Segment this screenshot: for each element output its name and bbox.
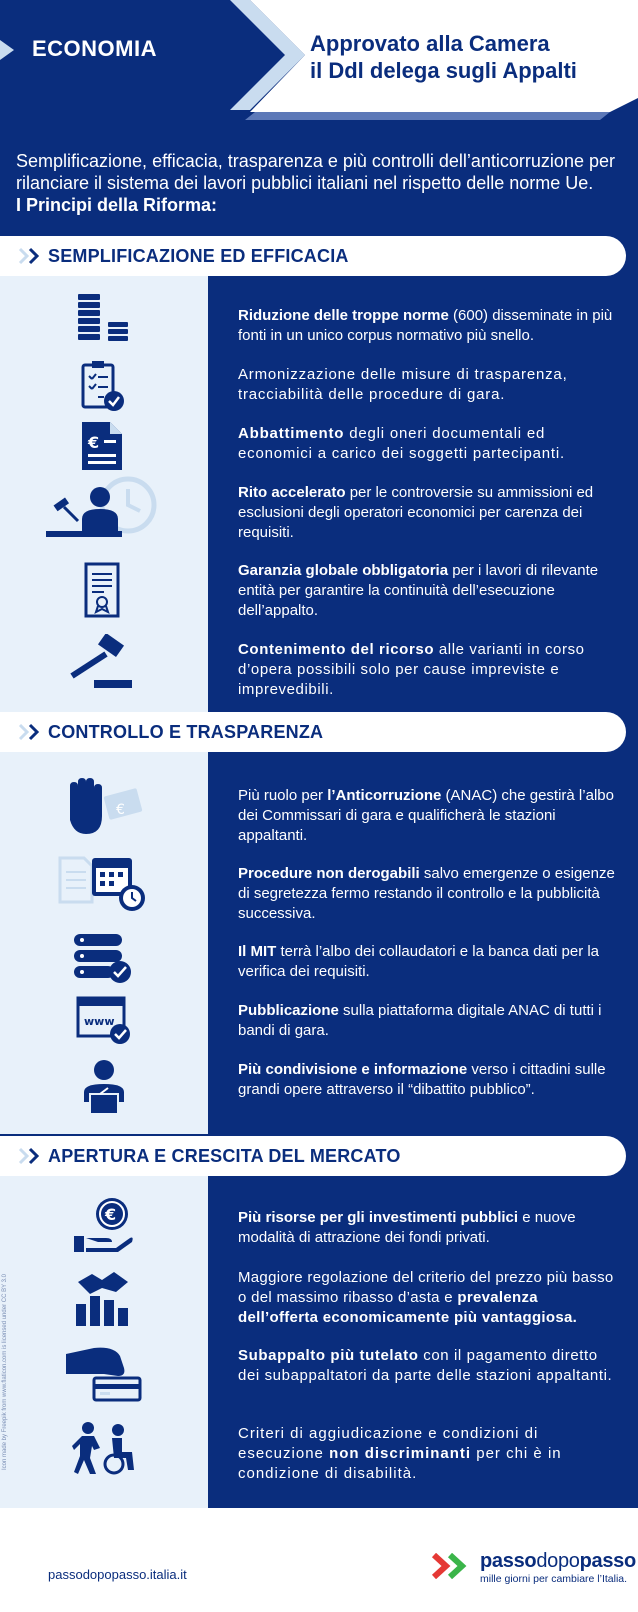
category-label: ECONOMIA — [32, 36, 157, 61]
item-s2-3: Il MIT terrà l’albo dei collaudatori e la banca dati per la verifica dei requisiti. — [238, 943, 600, 980]
section-header-controllo — [0, 712, 626, 752]
chevron-right-icon — [18, 1146, 46, 1166]
chevron-right-icon — [18, 722, 46, 742]
item-s1-4: Rito accelerato per le controversie su ammissioni ed esclusioni degli operatori economici per carenza dei requisiti. — [238, 484, 594, 541]
hand-stop-euro-icon — [64, 778, 144, 838]
svg-text:€: € — [116, 802, 125, 818]
item-s3-1: Più risorse per gli investimenti pubblici e nuove modalità di attrazione dei fondi privati. — [238, 1209, 576, 1246]
section-title: CONTROLLO E TRASPARENZA — [48, 722, 324, 742]
chevron-right-icon — [18, 246, 46, 266]
hand-euro-coin-icon — [72, 1196, 136, 1258]
wheelchair-assist-icon — [72, 1420, 136, 1476]
item-s2-1: Più ruolo per l’Anticorruzione (ANAC) che gestirà l’albo dei Commissari di gara e qualificherà le stazioni appaltanti. — [238, 787, 614, 844]
intro-text: Semplificazione, efficacia, trasparenza e più controlli dell’anticorruzione per rilanciare il sistema dei lavori pubblici italiani nel rispetto delle norme Ue. — [16, 151, 615, 193]
section-header-apertura — [0, 1136, 626, 1176]
svg-text:€: € — [105, 1205, 117, 1224]
judge-clock-icon — [44, 475, 160, 545]
clipboard-checklist-icon — [80, 360, 126, 414]
svg-text:www: www — [84, 1015, 115, 1028]
item-s1-6: Contenimento del ricorso alle varianti in corso d’opera possibili solo per cause impreviste e imprevedibili. — [238, 641, 585, 698]
web-browser-check-icon — [76, 996, 132, 1046]
icon-credit: Icon made by Freepik from www.flaticon.com is licensed under CC BY 3.0 — [2, 1274, 8, 1470]
title-line-1: Approvato alla Camera — [310, 31, 550, 56]
footer-site-link[interactable]: passodopopasso.italia.it — [48, 1567, 187, 1582]
speaker-podium-icon — [80, 1058, 128, 1116]
euro-document-icon — [78, 420, 126, 472]
item-s3-3: Subappalto più tutelato con il pagamento diretto dei subappaltatori da parte delle stazioni appaltanti. — [238, 1347, 613, 1384]
section-title: SEMPLIFICAZIONE ED EFFICACIA — [48, 246, 349, 266]
logo-chevrons-icon — [432, 1553, 474, 1579]
page-title — [310, 30, 577, 84]
calendar-clock-icon — [58, 852, 150, 914]
handshake-chart-icon — [72, 1268, 134, 1328]
logo-tagline: mille giorni per cambiare l’Italia. — [480, 1573, 628, 1585]
stacked-documents-icon — [74, 292, 134, 348]
item-s1-2: Armonizzazione delle misure di trasparenza, tracciabilità delle procedure di gara. — [238, 366, 568, 403]
logo-wordmark: passodopopasso — [480, 1550, 636, 1572]
item-s3-2: Maggiore regolazione del criterio del prezzo più basso o del massimo ribasso d’asta e prevalenza dell’offerta economicamente più vantaggiosa. — [238, 1269, 614, 1326]
title-line-2: il Ddl delega sugli Appalti — [310, 58, 577, 83]
intro-paragraph — [16, 150, 628, 216]
item-s3-4: Criteri di aggiudicazione e condizioni di esecuzione non discriminanti per chi è in condizione di disabilità. — [238, 1425, 562, 1482]
item-s2-4: Pubblicazione sulla piattaforma digitale ANAC di tutti i bandi di gara. — [238, 1002, 602, 1039]
hand-card-payment-icon — [64, 1344, 144, 1404]
database-check-icon — [72, 932, 134, 986]
gavel-icon — [66, 634, 138, 694]
certificate-icon — [84, 562, 120, 618]
item-s2-5: Più condivisione e informazione verso i cittadini sulle grandi opere attraverso il “dibattito pubblico”. — [238, 1061, 606, 1098]
item-s1-1: Riduzione delle troppe norme (600) disseminate in più fonti in un unico corpus normativo più snello. — [238, 307, 613, 344]
item-s1-5: Garanzia globale obbligatoria per i lavori di rilevante entità per garantire la continuità dell’esecuzione dell’appalto. — [238, 562, 599, 619]
item-s1-3: Abbattimento degli oneri documentali ed economici a carico dei soggetti partecipanti. — [238, 425, 565, 462]
intro-heading: I Principi della Riforma: — [16, 195, 218, 215]
section-header-semplificazione — [0, 236, 626, 276]
item-s2-2: Procedure non derogabili salvo emergenze o esigenze di segretezza fermo restando il controllo e la pubblicità successiva. — [238, 865, 615, 922]
svg-text:€: € — [88, 433, 100, 452]
section-title: APERTURA E CRESCITA DEL MERCATO — [48, 1146, 401, 1166]
